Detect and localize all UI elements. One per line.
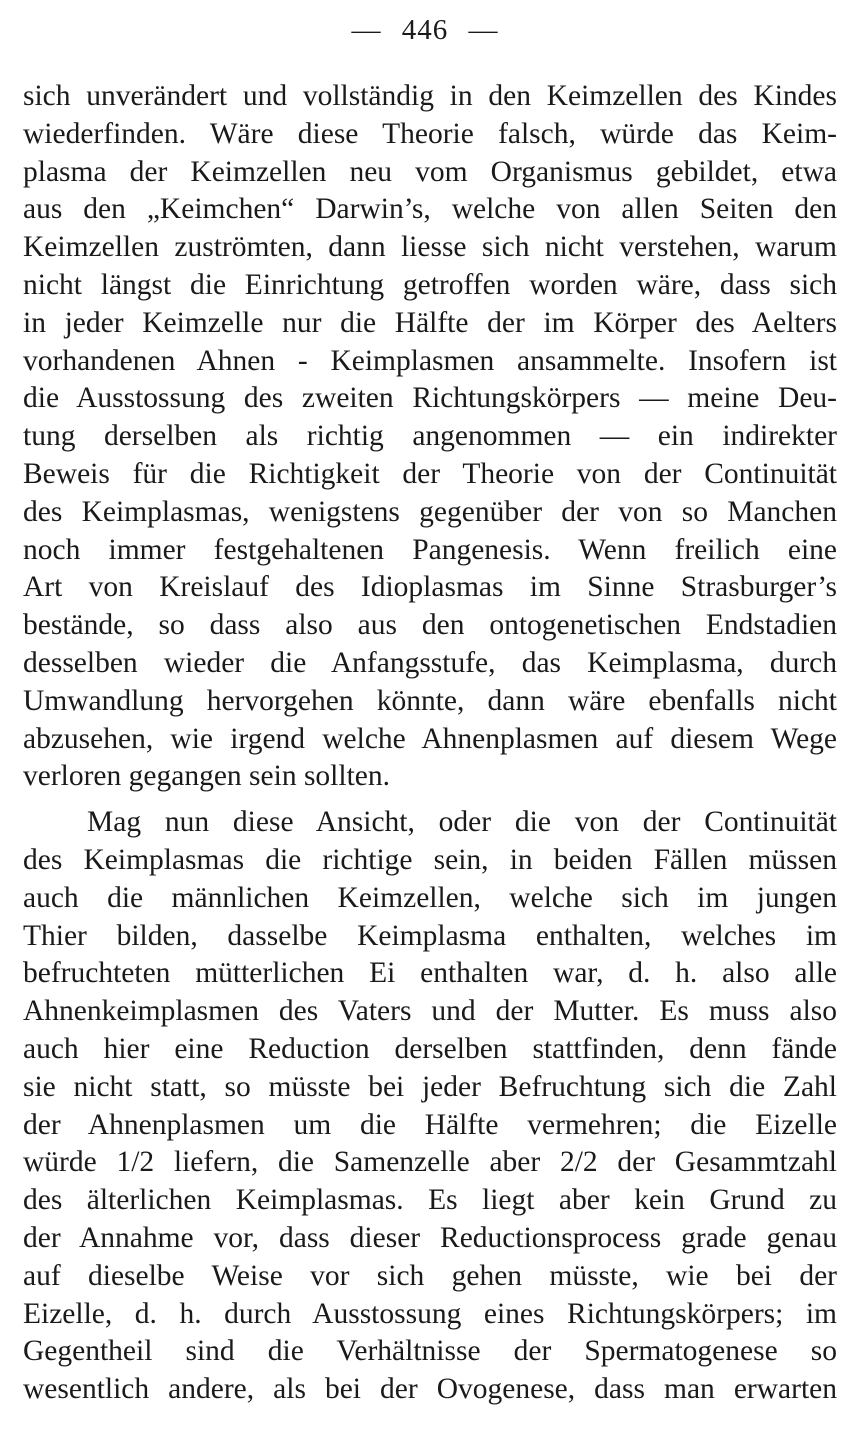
text-line: Ahnenkeimplasmen des Vaters und der Mutter. Es muss also xyxy=(23,995,837,1028)
text-line: in jeder Keimzelle nur die Hälfte der im Körper des Aelters xyxy=(23,306,837,339)
text-line: sie nicht statt, so müsste bei jeder Befruchtung sich die Zahl xyxy=(23,1070,837,1103)
text-line: auch hier eine Reduction derselben stattfinden, denn fände xyxy=(23,1032,837,1065)
text-line: Keimzellen zuströmten, dann liesse sich nicht verstehen, warum xyxy=(23,231,837,264)
text-line: noch immer festgehaltenen Pangenesis. Wenn freilich eine xyxy=(23,533,837,566)
text-line: befruchteten mütterlichen Ei enthalten war, d. h. also alle xyxy=(23,957,837,990)
text-line: Eizelle, d. h. durch Ausstossung eines Richtungskörpers; im xyxy=(23,1297,837,1330)
page-number: — 446 — xyxy=(351,14,499,46)
text-line: des älterlichen Keimplasmas. Es liegt aber kein Grund zu xyxy=(23,1184,837,1217)
text-line: desselben wieder die Anfangsstufe, das Keimplasma, durch xyxy=(23,646,837,679)
text-line: des Keimplasmas, wenigstens gegenüber der von so Manchen xyxy=(23,495,837,528)
text-line: auf dieselbe Weise vor sich gehen müsste, wie bei der xyxy=(23,1259,837,1292)
text-line: Gegentheil sind die Verhältnisse der Spermatogenese so xyxy=(23,1335,837,1368)
text-line: Umwandlung hervorgehen könnte, dann wäre ebenfalls nicht xyxy=(23,684,837,717)
paragraph-gap xyxy=(23,796,837,804)
text-line: Art von Kreislauf des Idioplasmas im Sinne Strasburger’s xyxy=(23,571,837,604)
text-line: die Ausstossung des zweiten Richtungskörpers — meine Deu- xyxy=(23,382,837,415)
body-text xyxy=(23,78,837,1409)
text-line: würde 1/2 liefern, die Samenzelle aber 2/2 der Gesammtzahl xyxy=(23,1146,837,1179)
text-line: nicht längst die Einrichtung getroffen worden wäre, dass sich xyxy=(23,268,837,301)
paragraph-2 xyxy=(23,804,837,1409)
text-line: sich unverändert und vollständig in den Keimzellen des Kindes xyxy=(23,80,837,112)
text-line: wesentlich andere, als bei der Ovogenese, dass man erwarten xyxy=(23,1373,837,1406)
text-line: des Keimplasmas die richtige sein, in beiden Fällen müssen xyxy=(23,843,837,876)
text-line: vorhandenen Ahnen - Keimplasmen ansammelte. Insofern ist xyxy=(23,344,837,377)
text-line: aus den „Keimchen“ Darwin’s, welche von allen Seiten den xyxy=(23,193,837,226)
text-line: Mag nun diese Ansicht, oder die von der Continuität xyxy=(87,806,837,839)
paragraph-1 xyxy=(23,78,837,796)
text-line: Beweis für die Richtigkeit der Theorie von der Continuität xyxy=(23,457,837,490)
text-line: abzusehen, wie irgend welche Ahnenplasmen auf diesem Wege xyxy=(23,722,837,755)
text-line: tung derselben als richtig angenommen — ein indirekter xyxy=(23,420,837,453)
text-line: bestände, so dass also aus den ontogenetischen Endstadien xyxy=(23,609,837,642)
text-line: der Annahme vor, dass dieser Reductionsprocess grade genau xyxy=(23,1221,837,1254)
text-line: plasma der Keimzellen neu vom Organismus gebildet, etwa xyxy=(23,155,837,188)
text-line: wiederfinden. Wäre diese Theorie falsch, würde das Keim- xyxy=(23,117,837,150)
text-line: der Ahnenplasmen um die Hälfte vermehren; die Eizelle xyxy=(23,1108,837,1141)
text-line: verloren gegangen sein sollten. xyxy=(23,760,390,793)
text-line: auch die männlichen Keimzellen, welche sich im jungen xyxy=(23,881,837,914)
text-line: Thier bilden, dasselbe Keimplasma enthalten, welches im xyxy=(23,919,837,952)
